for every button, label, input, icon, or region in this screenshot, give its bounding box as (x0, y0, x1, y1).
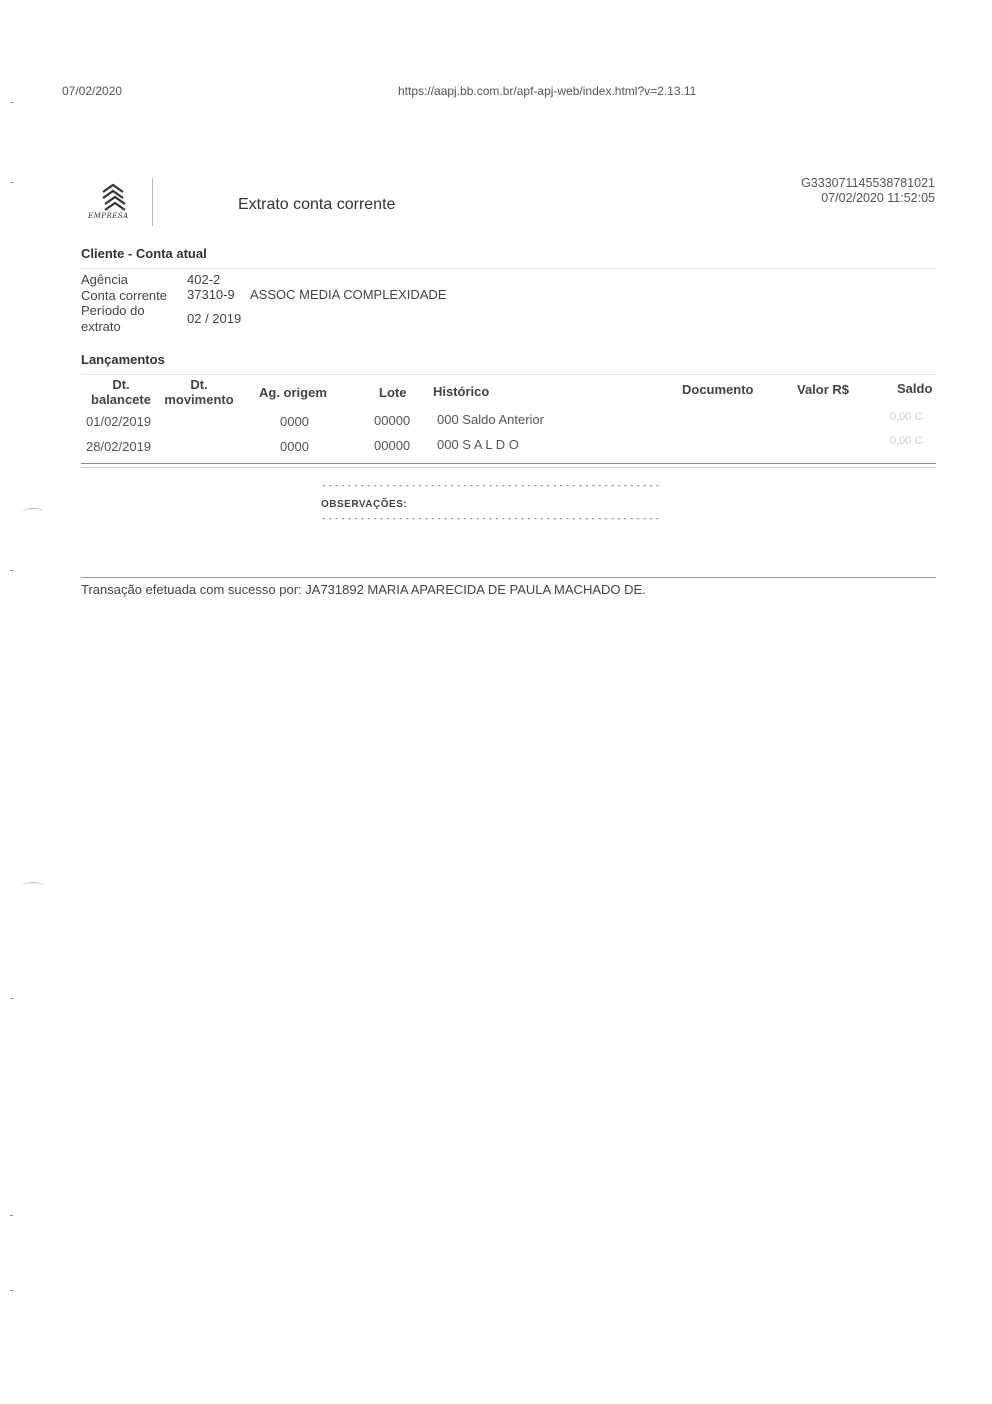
print-date: 07/02/2020 (62, 84, 123, 98)
scan-mark (10, 1215, 13, 1216)
row1-lote: 00000 (374, 413, 411, 428)
row2-dt-balancete: 28/02/2019 (86, 439, 152, 454)
punch-hole-mark (22, 882, 44, 891)
bank-logo (84, 180, 156, 228)
row1-ag-origem: 0000 (280, 414, 309, 429)
row1-dt-balancete: 01/02/2019 (86, 414, 152, 429)
row2-lote: 00000 (374, 438, 411, 453)
row1-saldo: 0,00 C (890, 411, 923, 423)
col-valor: Valor R$ (797, 382, 850, 397)
row2-historico: 000 S A L D O (437, 437, 519, 452)
table-bottom-rule-2 (81, 467, 936, 468)
transaction-footer: Transação efetuada com sucesso por: JA731892 MARIA APARECIDA DE PAULA MACHADO DE. (81, 582, 646, 597)
scan-mark (10, 102, 13, 103)
conta-name: ASSOC MEDIA COMPLEXIDADE (250, 287, 447, 302)
col-dt-balancete (85, 377, 157, 407)
agencia-label: Agência (81, 272, 128, 287)
conta-label: Conta corrente (81, 288, 167, 303)
periodo-label-line2: extrato (81, 319, 121, 334)
observacoes-top-dashes: ----------------------------------------------------- (321, 481, 662, 491)
scan-mark (10, 998, 13, 999)
scan-mark (10, 1290, 13, 1291)
document-id-block (801, 176, 935, 206)
agencia-value: 402-2 (187, 272, 221, 287)
observacoes-label: OBSERVAÇÕES: (321, 499, 408, 510)
scan-mark (10, 570, 13, 571)
logo-divider (152, 178, 153, 226)
periodo-value: 02 / 2019 (187, 311, 242, 326)
conta-value: 37310-9 (187, 287, 235, 302)
observacoes-bottom-dashes: ----------------------------------------------------- (321, 514, 662, 524)
document-id: G333071145538781021 (801, 176, 935, 190)
col-saldo: Saldo (897, 381, 933, 396)
row2-saldo: 0,00 C (890, 435, 923, 447)
row1-historico: 000 Saldo Anterior (437, 412, 544, 427)
print-url: https://aapj.bb.com.br/apf-apj-web/index.html?v=2.13.11 (398, 84, 697, 98)
document-timestamp: 07/02/2020 11:52:05 (821, 191, 935, 205)
col-dt-movimento (160, 377, 238, 407)
col-documento: Documento (682, 382, 754, 397)
lancamentos-divider (81, 374, 936, 375)
col-dt-balancete-line2: balancete (91, 392, 151, 407)
table-bottom-rule (81, 463, 936, 464)
cliente-divider (81, 268, 936, 269)
scan-mark (10, 182, 13, 183)
col-dt-balancete-line1: Dt. (112, 377, 130, 392)
col-historico: Histórico (433, 384, 490, 399)
bb-logo-icon (94, 182, 134, 212)
col-dt-movimento-line1: Dt. (190, 377, 208, 392)
logo-caption: EMPRESA (88, 212, 129, 220)
footer-rule (81, 577, 936, 578)
periodo-label-line1: Período do (81, 303, 145, 318)
page-title: Extrato conta corrente (238, 196, 396, 213)
col-dt-movimento-line2: movimento (164, 392, 234, 407)
lancamentos-section-title: Lançamentos (81, 352, 165, 367)
cliente-section-title: Cliente - Conta atual (81, 246, 207, 261)
col-ag-origem: Ag. origem (259, 385, 327, 400)
row2-ag-origem: 0000 (280, 439, 309, 454)
col-lote: Lote (379, 385, 407, 400)
punch-hole-mark (22, 508, 44, 517)
